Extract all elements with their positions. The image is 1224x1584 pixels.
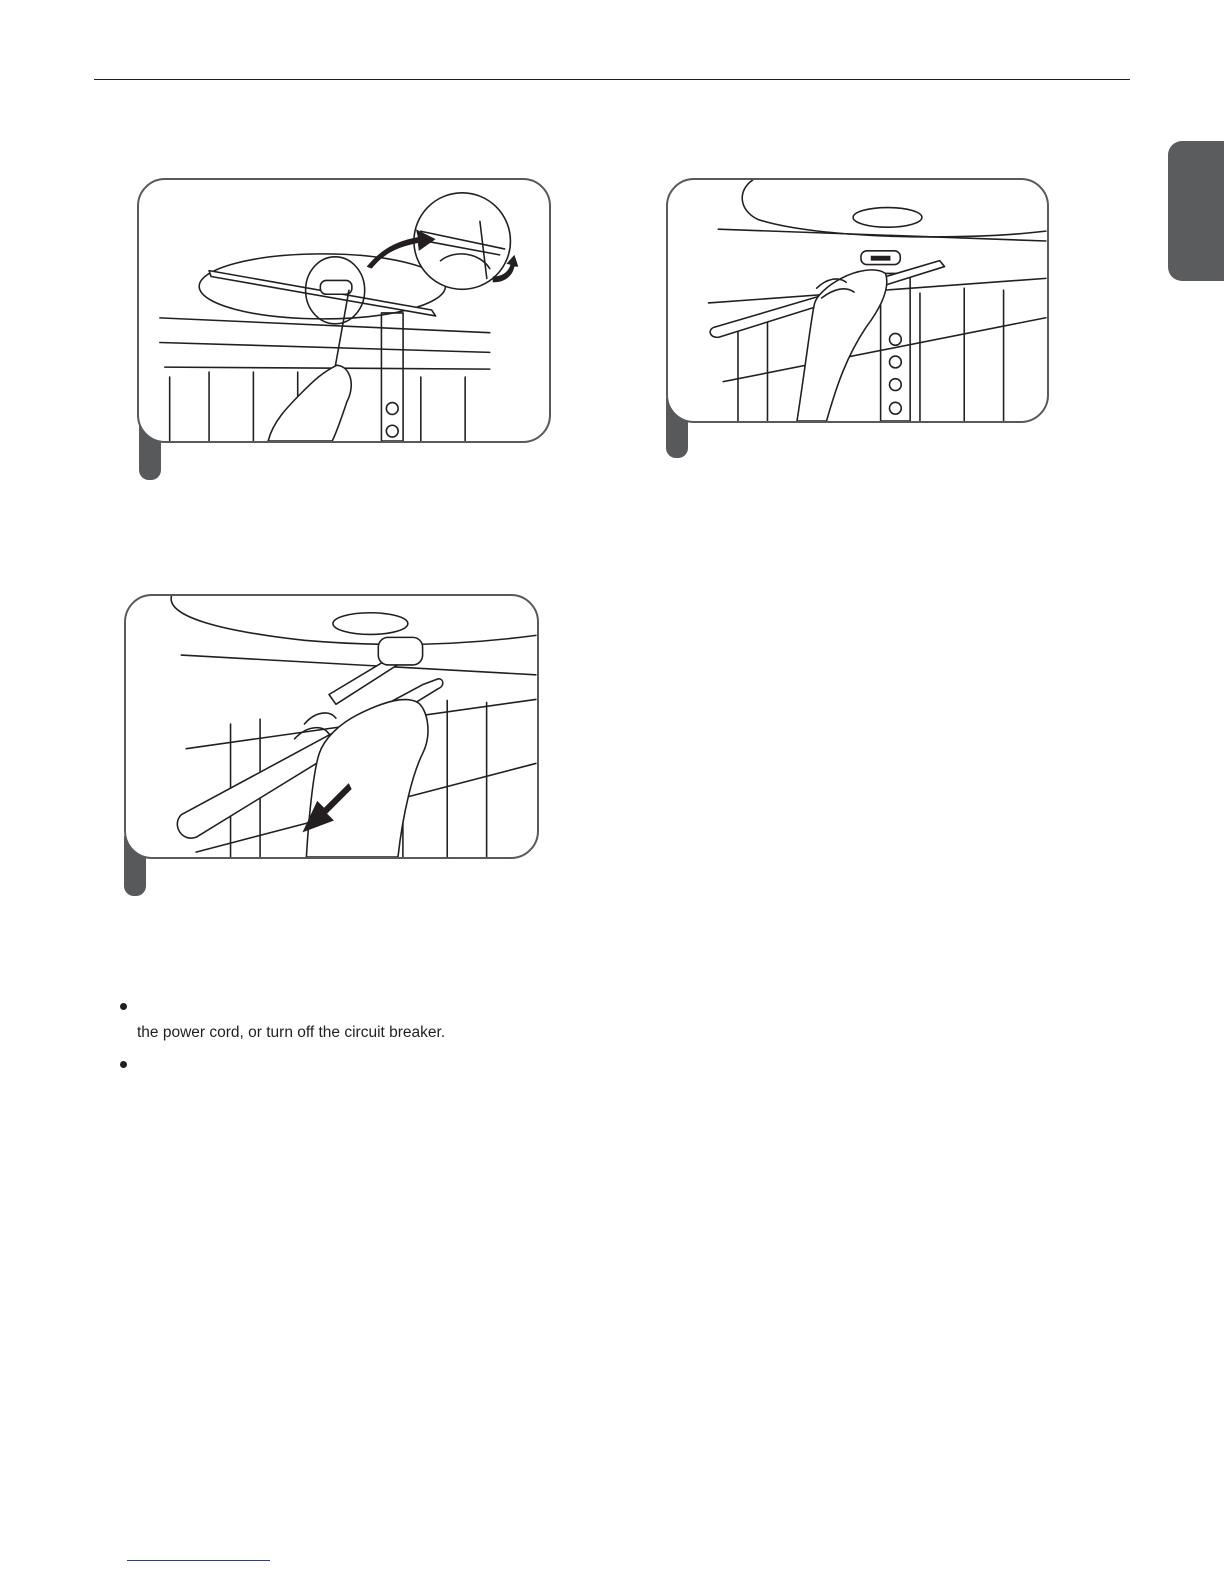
footer-link-rule: [127, 1560, 270, 1561]
header-rule: [94, 79, 1130, 80]
section-tab: [1168, 141, 1224, 281]
figure-2-remove-spray-arm: [666, 178, 1049, 423]
figure-3-illustration: [126, 596, 537, 857]
bullet-2: [120, 1061, 127, 1068]
figure-2-illustration: [668, 180, 1047, 421]
figure-1-illustration: [139, 180, 549, 441]
figure-3-pull-spray-arm: [124, 594, 539, 859]
figure-1-unscrew-spray-arm: [137, 178, 551, 443]
bullet-1: [120, 1003, 127, 1010]
bullet-1-line-2: the power cord, or turn off the circuit breaker.: [137, 1024, 446, 1041]
